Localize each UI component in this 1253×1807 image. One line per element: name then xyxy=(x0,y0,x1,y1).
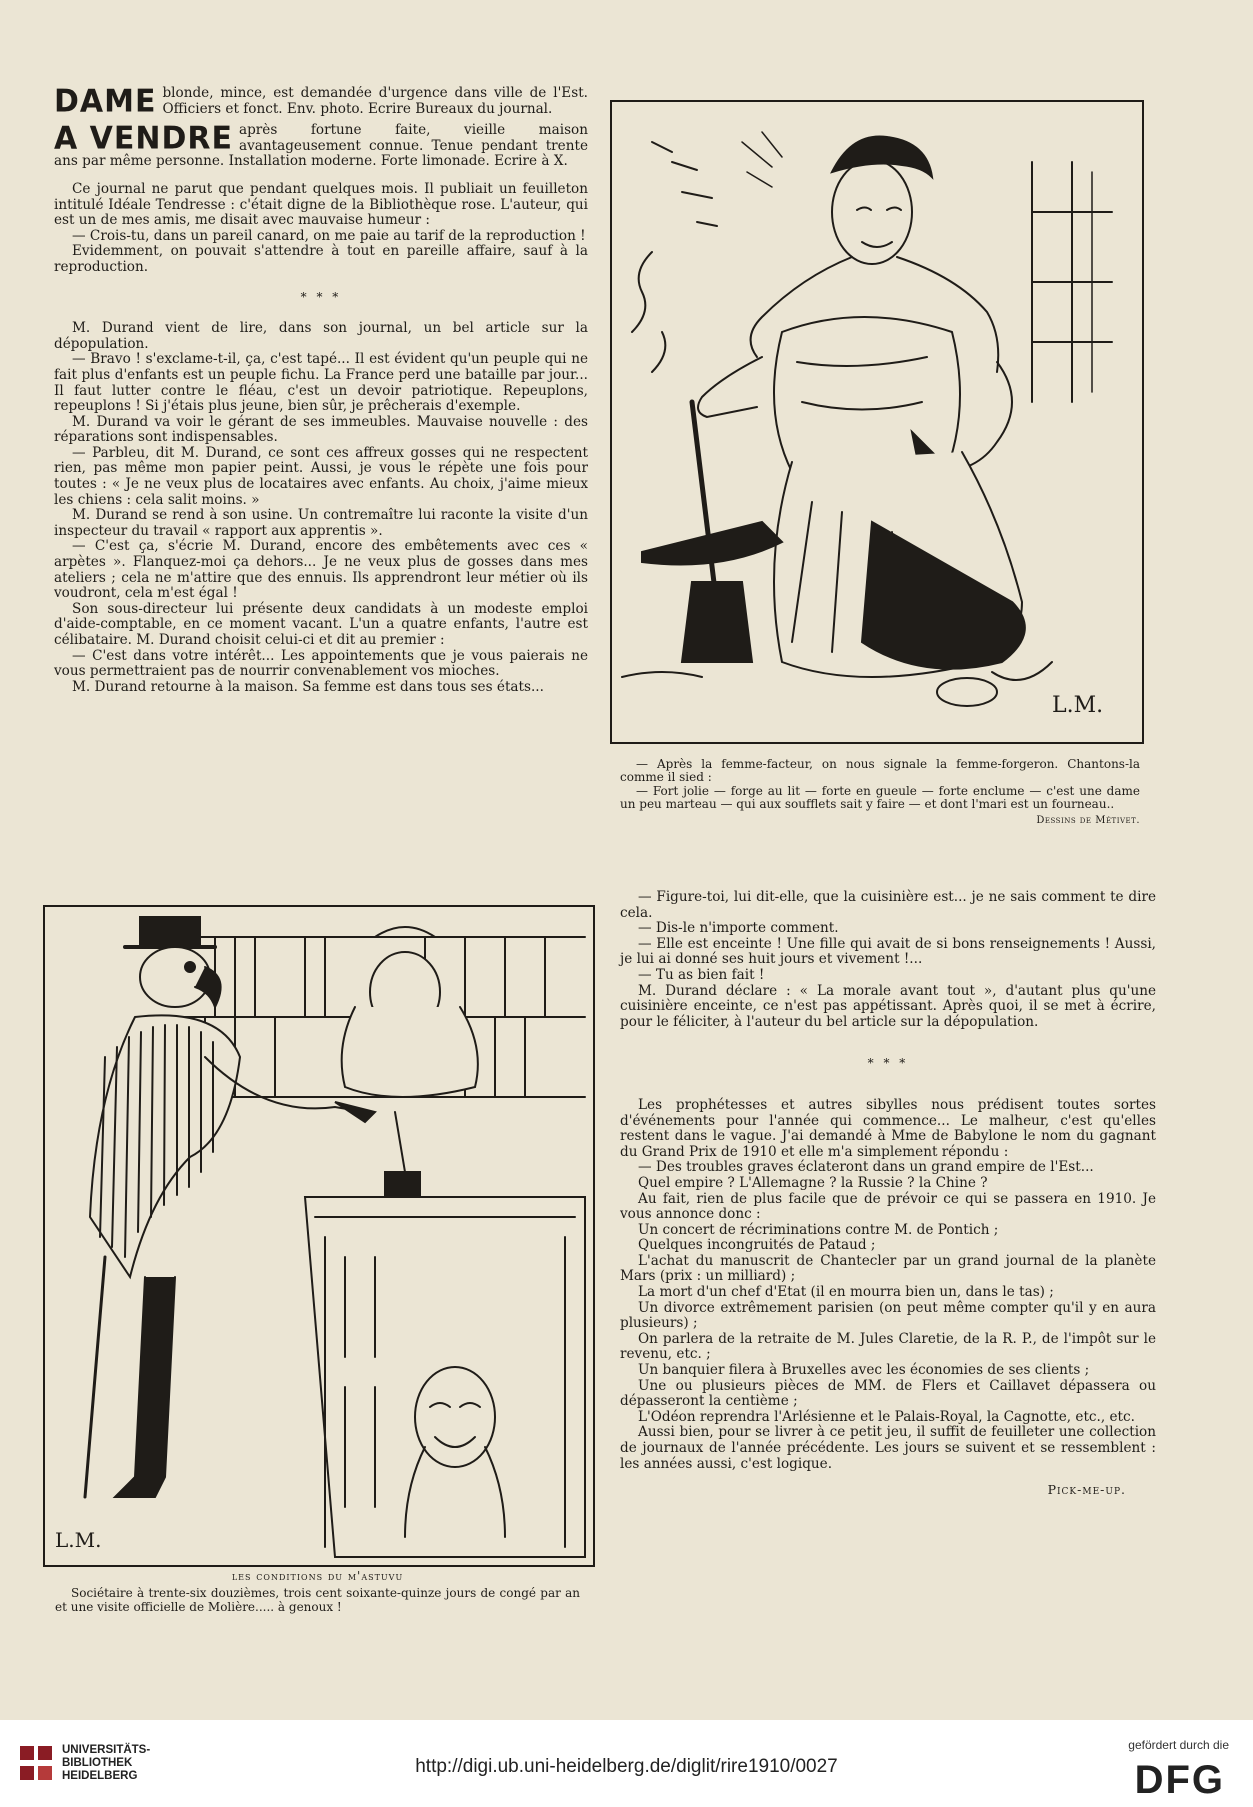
bottom-illustration-caption xyxy=(55,1570,580,1614)
paragraph: Un banquier filera à Bruxelles avec les économies de ses clients ; xyxy=(638,1362,1090,1379)
paragraph: M. Durand se rend à son usine. Un contremaître lui raconte la visite d'un inspecteur du travail « rapport aux apprentis ». xyxy=(54,507,588,539)
permalink-url[interactable]: http://digi.ub.uni-heidelberg.de/diglit/rire1910/0027 xyxy=(415,1756,838,1777)
paragraph: — Tu as bien fait ! xyxy=(638,966,765,983)
library-name-line: HEIDELBERG xyxy=(62,1770,138,1782)
paragraph: Son sous-directeur lui présente deux candidats à un modeste emploi d'aide-comptable, en ce moment vacant. L'un a quatre enfants, l'autre est célibataire. M. Durand choisit celui-ci et dit au premier : xyxy=(54,600,588,648)
illustration-blacksmith-woman xyxy=(610,100,1144,744)
paragraph: L'Odéon reprendra l'Arlésienne et le Palais-Royal, la Cagnotte, etc., etc. xyxy=(638,1408,1135,1425)
paragraph: — Figure-toi, lui dit-elle, que la cuisinière est... je ne sais comment te dire cela. xyxy=(620,889,1156,921)
paragraph: — Dis-le n'importe comment. xyxy=(638,920,839,937)
paragraph: M. Durand va voir le gérant de ses immeubles. Mauvaise nouvelle : des réparations sont indispensables. xyxy=(54,413,588,446)
classified-ad-dame xyxy=(54,86,588,117)
section-separator: * * * xyxy=(867,1056,909,1071)
illustration-monogram: L.M. xyxy=(1052,693,1104,718)
paragraph: M. Durand retourne à la maison. Sa femme est dans tous ses états... xyxy=(72,678,544,695)
ad-text: blonde, mince, est demandée d'urgence dans ville de l'Est. Officiers et fonct. Env. photo. Ecrire Bureaux du journal. xyxy=(162,86,588,117)
paragraph: Au fait, rien de plus facile que de prévoir ce qui se passera en 1910. Je vous annonce donc : xyxy=(620,1190,1156,1223)
caption-line: — Fort jolie — forge au lit — forte en gueule — forte enclume — c'est une dame un peu marteau — qui aux soufflets sait y faire — et dont l'mari est un fourneau.. xyxy=(620,783,1140,812)
left-column xyxy=(54,86,588,695)
illustration-parrot-actor xyxy=(43,905,595,1567)
paragraph: L'achat du manuscrit de Chantecler par un grand journal de la planète Mars (prix : un milliard) ; xyxy=(620,1252,1156,1285)
library-name-line: BIBLIOTHEK xyxy=(62,1757,133,1769)
paragraph: — Des troubles graves éclateront dans un grand empire de l'Est... xyxy=(638,1159,1094,1176)
caption-line: — Après la femme-facteur, on nous signale la femme-forgeron. Chantons-la comme il sied : xyxy=(620,757,1140,785)
top-illustration-caption xyxy=(620,758,1140,827)
paragraph: Un divorce extrêmement parisien (on peut même compter qu'il y en aura plusieurs) ; xyxy=(620,1299,1156,1332)
parrot-actor-drawing xyxy=(45,907,593,1565)
paragraph: Ce journal ne parut que pendant quelques mois. Il publiait un feuilleton intitulé Idéale Tendresse : c'était digne de la Bibliothèque rose. L'auteur, qui est un de mes amis, me disait avec mauvaise humeur : xyxy=(54,180,588,229)
illustration-credit: Dessins de Métivet. xyxy=(1036,814,1140,826)
funded-by-label: gefördert durch die xyxy=(1128,1738,1229,1752)
paragraph: Quel empire ? L'Allemagne ? la Russie ? la Chine ? xyxy=(638,1174,988,1191)
illustration-title: les conditions du m'astuvu xyxy=(231,1569,404,1583)
paragraph: La mort d'un chef d'Etat (il en mourra bien un, dans le tas) ; xyxy=(638,1284,1054,1301)
paragraph: Quelques incongruités de Pataud ; xyxy=(638,1237,876,1254)
section-separator: * * * xyxy=(300,289,342,304)
article-signature: Pick-me-up. xyxy=(1047,1482,1126,1498)
paragraph: — Bravo ! s'exclame-t-il, ça, c'est tapé... Il est évident qu'un peuple qui ne fait plus d'enfants est un peuple fichu. La France perd une bataille par jour... Il faut lutter contre le fléau, c'est un devoir patriotique. Repeuplons, repeuplons ! Si j'étais plus jeune, bien sûr, je prêcherais d'exemple. xyxy=(54,351,588,415)
classified-ad-a-vendre xyxy=(54,123,588,170)
paragraph: — Elle est enceinte ! Une fille qui avait de si bons renseignements ! Aussi, je lui ai donné ses huit jours et vivement !... xyxy=(620,935,1156,968)
dfg-logo: DFG xyxy=(1134,1758,1225,1802)
ad-text: après fortune faite, vieille maison avantageusement connue. Tenue pendant trente ans par même personne. Installation moderne. Forte limonade. Ecrire à X. xyxy=(54,123,588,170)
paragraph: Aussi bien, pour se livrer à ce petit jeu, il suffit de feuilleter une collection de journaux de l'année précédente. Les jours se suivent et se ressemblent : les années aussi, c'est logique. xyxy=(620,1424,1156,1472)
paragraph: — Parbleu, dit M. Durand, ce sont ces affreux gosses qui ne respectent rien, pas même mon papier peint. Aussi, je vous le répète une fois pour toutes : « Je ne veux plus de locataires avec enfants. Au choix, j'aime mieux les chiens : cela salit moins. » xyxy=(54,444,588,508)
paragraph: — C'est ça, s'écrie M. Durand, encore des embêtements avec ces « arpètes ». Flanquez-moi ça dehors... Je ne veux plus de gosses dans mes ateliers ; cela ne m'attire que des ennuis. Ils apprendront leur métier où ils voudront, cela m'est égal ! xyxy=(54,538,588,602)
right-column xyxy=(620,890,1156,1498)
paragraph: — C'est dans votre intérêt... Les appointements que je vous paierais ne vous permettraient pas de nourrir convenablement vos mioches. xyxy=(54,647,588,680)
paragraph: Les prophétesses et autres sibylles nous prédisent toutes sortes d'événements pour l'année qui commence... Le malheur, c'est qu'elles restent dans le vague. J'ai demandé à Mme de Babylone le nom du gagnant du Grand Prix de 1910 et elle m'a simplement répondu : xyxy=(620,1096,1156,1160)
paragraph: M. Durand vient de lire, dans son journal, un bel article sur la dépopulation. xyxy=(54,320,588,352)
paragraph: M. Durand déclare : « La morale avant tout », d'autant plus qu'une cuisinière enceinte, ce n'est pas appétissant. Après quoi, il se met à écrire, pour le féliciter, à l'auteur du bel article sur la dépopulation. xyxy=(620,982,1156,1030)
library-name-line: UNIVERSITÄTS- xyxy=(62,1744,151,1756)
blacksmith-woman-drawing xyxy=(612,102,1142,742)
illustration-monogram: L.M. xyxy=(55,1528,102,1552)
paragraph: On parlera de la retraite de M. Jules Claretie, de la R. P., de l'impôt sur le revenu, etc. ; xyxy=(620,1330,1156,1363)
paragraph: Une ou plusieurs pièces de MM. de Flers et Caillavet dépassera ou dépasseront la centième ; xyxy=(620,1377,1156,1410)
paragraph: Evidemment, on pouvait s'attendre à tout en pareille affaire, sauf à la reproduction. xyxy=(54,243,588,275)
caption-text: Sociétaire à trente-six douzièmes, trois cent soixante-quinze jours de congé par an et une visite officielle de Molière..... à genoux ! xyxy=(55,1586,580,1614)
paragraph: Un concert de récriminations contre M. de Pontich ; xyxy=(638,1221,999,1238)
ad-heading: A VENDRE xyxy=(54,123,233,158)
ad-heading: DAME xyxy=(54,86,157,118)
paragraph: — Crois-tu, dans un pareil canard, on me paie au tarif de la reproduction ! xyxy=(72,227,586,244)
digitization-footer xyxy=(0,1720,1253,1807)
